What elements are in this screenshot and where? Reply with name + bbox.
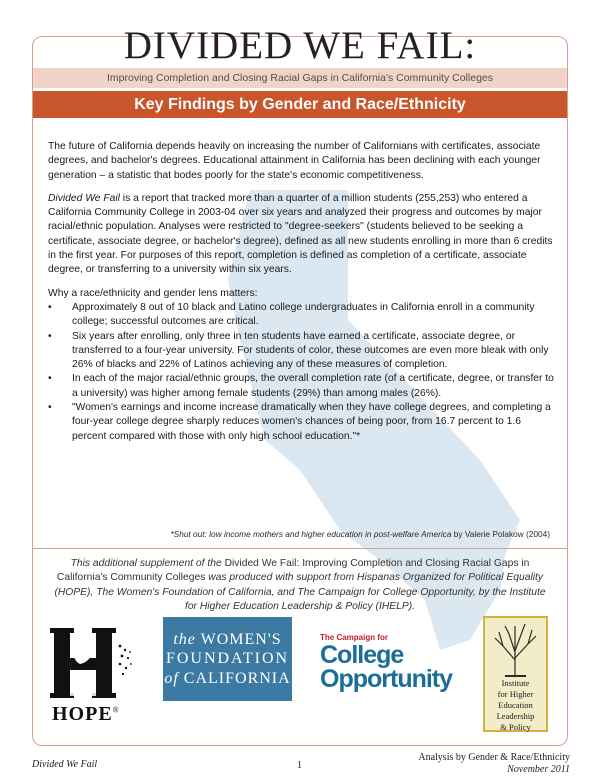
cco-line2: Opportunity xyxy=(320,665,453,693)
wf-of: of xyxy=(164,670,179,687)
ihelp-line: Institute xyxy=(501,678,530,688)
hope-logo xyxy=(50,628,134,725)
cco-small-text: The Campaign for xyxy=(320,633,389,642)
section-heading-band xyxy=(33,91,567,118)
ihelp-line: Education xyxy=(498,700,533,710)
supplement-note xyxy=(52,557,548,614)
supplement-report-title: Divided We Fail: Improving Completion and Closing Racial Gaps in California's Community Colleges xyxy=(56,558,530,584)
footer-left: Divided We Fail xyxy=(32,759,98,770)
page-title: DIVIDED WE FAIL: xyxy=(123,24,477,67)
wf-line1 xyxy=(163,630,292,649)
intro-paragraph: The future of California depends heavily on increasing the number of Californians with certificates, associate degrees, and bachelor's degrees. Educational attainment in California has been declining with each younger generation – a statistic that bodes poorly for the state's economic competitiveness. xyxy=(48,141,541,181)
divider xyxy=(33,548,567,549)
supplement-part2: was produced with support from Hispanas Organized for Political Equality (HOPE), The Women's Foundation of California, and The Campaign for College Opportunity, by the Institute for Higher Education Leadership & Policy (IHELP). xyxy=(54,572,546,612)
list-intro: Why a race/ethnicity and gender lens matters: xyxy=(48,287,258,299)
list-item: • Six years after enrolling, only three in ten students have earned a certificate, associate degree, or transferred to a four-year university. For students of color, these outcomes are even more bleak with only 26% of blacks and 22% of Latinos achieving any of these measures of completion. xyxy=(72,330,554,373)
wf-california: CALIFORNIA xyxy=(183,670,291,687)
footer-date: November 2011 xyxy=(507,764,570,775)
page-number: 1 xyxy=(297,760,302,771)
findings-list xyxy=(48,301,554,444)
footnote-title: *Shut out: low income mothers and higher education in post-welfare America xyxy=(170,529,452,539)
wf-the: the xyxy=(173,631,196,648)
campaign-college-opportunity-logo xyxy=(320,633,460,703)
list-item: • "Women's earnings and income increase dramatically when they have college degrees, and completing a four-year college degree sharply reduces women's chances of being poor, from 16.7 percent to 1.6 percent compared with those with only high school education."* xyxy=(72,401,554,444)
ihelp-line: for Higher xyxy=(497,689,534,699)
registered-mark: ® xyxy=(112,705,120,715)
footer-analysis: Analysis by Gender & Race/Ethnicity xyxy=(418,752,570,763)
body-content xyxy=(48,140,554,444)
section-heading: Key Findings by Gender and Race/Ethnicity xyxy=(134,96,466,113)
hope-word: HOPE xyxy=(52,703,113,725)
ihelp-logo xyxy=(483,616,548,732)
ihelp-line: & Policy xyxy=(500,722,531,732)
hope-wordmark xyxy=(52,703,120,726)
subtitle: Improving Completion and Closing Racial Gaps in California's Community Colleges xyxy=(106,72,493,84)
footer-right xyxy=(418,752,570,776)
subtitle-band xyxy=(33,68,567,88)
ihelp-line: Leadership xyxy=(496,711,535,721)
wf-womens: WOMEN'S xyxy=(200,631,282,648)
footnote xyxy=(170,529,550,539)
footnote-author: by Valerie Polakow (2004) xyxy=(451,529,550,539)
report-description: is a report that tracked more than a quarter of a million students (255,253) who entered a California Community College in 2003-04 over six years and analyzed their progress and outcomes by major racial/ethnic population. Analyses were restricted to "degree-seekers" (students believed to be seeking a certificate, associate degree, or bachelor's degree), defined as all new students enrolling in more than 6 credits in the first year. For purposes of this report, completion is defined as completion of a certificate, associate degree, or transferring to a university within six years. xyxy=(48,192,553,276)
ihelp-text xyxy=(485,678,546,733)
wf-line2: FOUNDATION xyxy=(165,650,290,667)
report-paragraph xyxy=(48,192,554,278)
tree-icon xyxy=(485,620,546,678)
wf-line3 xyxy=(163,669,292,688)
supplement-part1: This additional supplement of the xyxy=(70,558,225,569)
hope-h-mark-icon xyxy=(50,628,134,704)
report-name: Divided We Fail xyxy=(48,192,120,204)
list-item: • In each of the major racial/ethnic groups, the overall completion rate (of a certificate, degree, or transfer to a university) was higher among female students (29%) than among males (26%). xyxy=(72,372,554,401)
list-item: • Approximately 8 out of 10 black and Latino college undergraduates in California enroll in a community college; successful outcomes are critical. xyxy=(72,301,554,330)
womens-foundation-logo xyxy=(163,617,292,701)
cco-line1: College xyxy=(320,641,404,669)
